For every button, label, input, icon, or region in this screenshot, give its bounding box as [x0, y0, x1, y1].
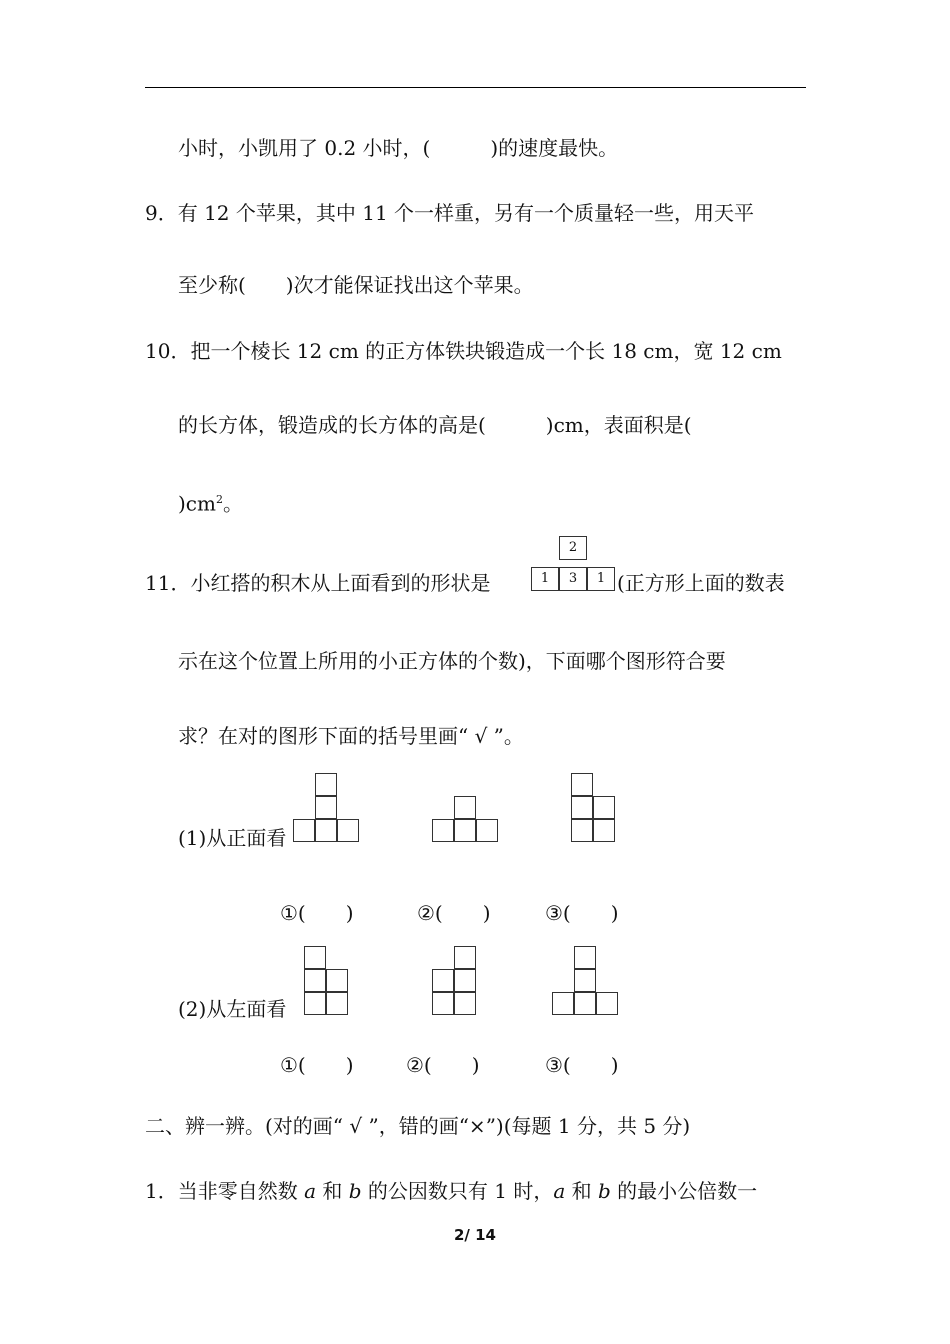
q11-line3: 求？在对的图形下面的括号里画“ √ ”。 [178, 724, 524, 748]
cube-face [293, 819, 315, 842]
cube-face [432, 819, 454, 842]
s1-text: 和 [565, 1179, 599, 1203]
left-option-2-answer[interactable]: ②( ) [406, 1053, 480, 1077]
var-b: b [348, 1179, 362, 1203]
left-option-3-figure [552, 946, 622, 1016]
cube-face [315, 819, 337, 842]
var-a: a [304, 1179, 317, 1203]
q10-unit: )cm [178, 491, 216, 516]
front-view-label: (1)从正面看 [178, 826, 287, 850]
q11-line1-pre: 11．小红搭的积木从上面看到的形状是 [145, 571, 491, 595]
left-option-3-answer[interactable]: ③( ) [545, 1053, 619, 1077]
cube-face [304, 946, 326, 969]
front-option-3-figure [571, 773, 617, 843]
s1-text: 的最小公倍数一 [610, 1179, 758, 1203]
cube-face [337, 819, 359, 842]
cube-face [454, 969, 476, 992]
q9-line1: 9．有 12 个苹果，其中 11 个一样重，另有一个质量轻一些，用天平 [145, 201, 755, 225]
cube-face [571, 773, 593, 796]
header-rule [145, 87, 806, 88]
cube-face [304, 992, 326, 1015]
q10-end: 。 [222, 491, 243, 516]
top-view-cell-left: 1 [531, 567, 559, 591]
cube-face [574, 992, 596, 1015]
front-option-1-figure [293, 773, 363, 843]
front-option-2-answer[interactable]: ②( ) [417, 901, 491, 925]
top-view-cell-top: 2 [559, 536, 587, 560]
line-q8-end: 小时，小凯用了 0.2 小时，( )的速度最快。 [178, 136, 619, 160]
front-option-3-answer[interactable]: ③( ) [545, 901, 619, 925]
cube-face [454, 992, 476, 1015]
top-view-diagram [531, 536, 617, 592]
cube-face [476, 819, 498, 842]
q10-unit-sup: 2 [215, 493, 223, 506]
var-a: a [553, 1179, 566, 1203]
left-option-1-figure [304, 946, 350, 1016]
s1-text: 的公因数只有 1 时， [361, 1179, 554, 1203]
q10-line1: 10．把一个棱长 12 cm 的正方体铁块锻造成一个长 18 cm，宽 12 cm [145, 339, 782, 363]
s1-text: 和 [316, 1179, 349, 1203]
cube-face [315, 796, 337, 819]
cube-face [454, 796, 476, 819]
cube-face [304, 969, 326, 992]
left-option-1-answer[interactable]: ①( ) [280, 1053, 354, 1077]
cube-face [571, 796, 593, 819]
top-view-cell-right: 1 [587, 567, 615, 591]
var-b: b [598, 1179, 611, 1203]
cube-face [552, 992, 574, 1015]
q11-line1-post: (正方形上面的数表 [617, 571, 785, 595]
cube-face [326, 969, 348, 992]
s1-line1 [145, 1179, 757, 1203]
cube-face [432, 992, 454, 1015]
top-view-cell-middle: 3 [559, 567, 587, 591]
cube-face [574, 946, 596, 969]
front-option-2-figure [432, 796, 502, 843]
cube-face [454, 819, 476, 842]
q10-line3 [178, 488, 243, 516]
cube-face [432, 969, 454, 992]
front-option-1-answer[interactable]: ①( ) [280, 901, 354, 925]
section-2-heading: 二、辨一辨。(对的画“ √ ”，错的画“×”)(每题 1 分，共 5 分) [145, 1114, 691, 1138]
s1-text: 1．当非零自然数 [145, 1179, 305, 1203]
left-view-label: (2)从左面看 [178, 997, 287, 1021]
cube-face [593, 819, 615, 842]
q11-line2: 示在这个位置上所用的小正方体的个数)，下面哪个图形符合要 [178, 649, 726, 673]
q10-line2: 的长方体，锻造成的长方体的高是( )cm，表面积是( [178, 413, 692, 437]
cube-face [574, 969, 596, 992]
cube-face [593, 796, 615, 819]
q9-line2: 至少称( )次才能保证找出这个苹果。 [178, 273, 534, 297]
cube-face [596, 992, 618, 1015]
page-number: 2/ 14 [453, 1226, 496, 1244]
cube-face [326, 992, 348, 1015]
cube-face [454, 946, 476, 969]
cube-face [571, 819, 593, 842]
cube-face [315, 773, 337, 796]
left-option-2-figure [432, 946, 478, 1016]
